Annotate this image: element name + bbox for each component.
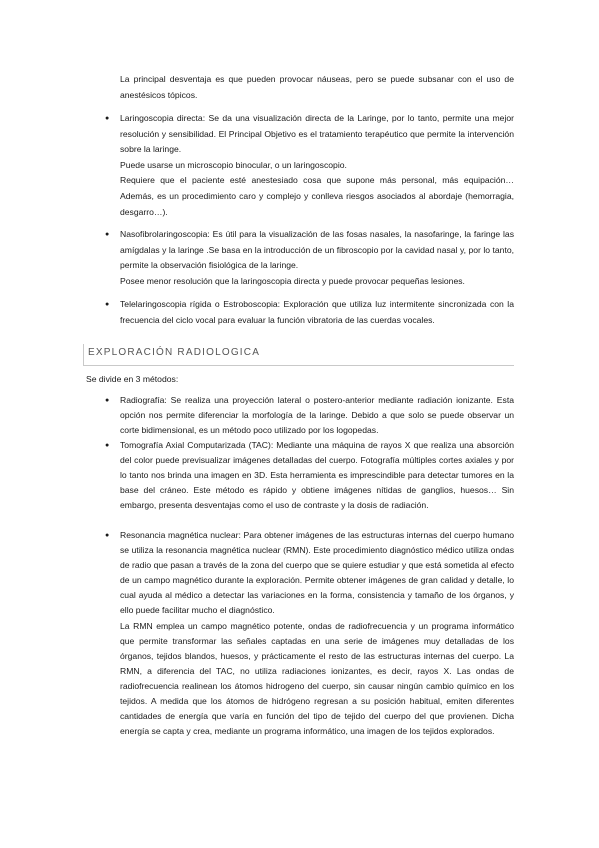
item-text: Telelaringoscopia rígida o Estroboscopia: Exploración que utiliza luz intermitente sincronizada con la frecuencia del ciclo vocal para evaluar la función vibratoria de las cuerdas vocales. — [120, 299, 514, 325]
section-heading — [83, 344, 514, 366]
item-text: Posee menor resolución que la laringoscopia directa y puede provocar pequeñas lesiones. — [120, 275, 465, 286]
item-text: Nasofibrolaringoscopia: Es útil para la visualización de las fosas nasales, la nasofaringe, la faringe las amígdalas y la laringe .Se basa en la introducción de un fibroscopio por la cavidad nasal y, por lo tanto, permite la observación fisiológica de la laringe. — [120, 229, 514, 271]
list-item-telelaringoscopia — [105, 297, 514, 328]
list-item-radiografia — [105, 393, 514, 438]
bullet-icon: ● — [105, 301, 110, 308]
item-text: Requiere que el paciente esté anestesiado cosa que supone más personal, más equipación… Además, es un procedimiento caro y complejo y conlleva riesgos asociados al abordaje (hemorragia, desgarro…). — [120, 175, 514, 217]
item-text: Puede usarse un microscopio binocular, o un laringoscopio. — [120, 159, 347, 170]
item-text: Radiografía: Se realiza una proyección lateral o postero-anterior mediante radiación ionizante. Esta opción nos permite diferenciar la morfología de la laringe. Debido a que solo se puede observar un corte bidimensional, es un método poco utilizado por los logopedas. — [120, 395, 514, 436]
bullet-icon: ● — [105, 397, 110, 404]
item-text: Resonancia magnética nuclear: Para obtener imágenes de las estructuras internas del cuerpo humano se utiliza la resonancia magnética nuclear (RMN). Este procedimiento diagnóstico médico utiliza ondas de radio que pasan a través de la zona del cuerpo que se quiere estudiar y que está sometida al efecto de un campo magnético durante la exploración. Permite obtener imágenes de gran calidad y detalle, lo cual ayuda al médico a detectar las variaciones en la forma, consistencia y tamaño de los órganos, y ello puede facilitar mucho el diagnóstico. — [120, 530, 514, 616]
bullet-icon: ● — [105, 231, 110, 238]
list-item-nasofibrolaringoscopia — [105, 227, 514, 289]
lead-text: Se divide en 3 métodos: — [86, 374, 179, 384]
item-text: Tomografía Axial Computarizada (TAC): Mediante una máquina de rayos X que realiza una absorción del color puede previsualizar imágenes detalladas del cuerpo. Fotografía múltiples cortes axiales y por lo tanto nos brinda una imagen en 3D. Esta herramienta es imprescindible para detectar tumores en la base del cráneo. Este método es rápido y obtiene imágenes nítidas de ganglios, huesos… Sin embargo, presenta desventajas como el uso de contraste y la dosis de radiación. — [120, 440, 514, 511]
intro-text: La principal desventaja es que pueden provocar náuseas, pero se puede subsanar con el uso de anestésicos tópicos. — [120, 74, 514, 101]
item-text: Laringoscopia directa: Se da una visualización directa de la Laringe, por lo tanto, permite una mejor resolución y sensibilidad. El Principal Objetivo es el tratamiento terapéutico que permite la intervención sobre la laringe. — [120, 113, 514, 155]
list-item-laringoscopia — [105, 111, 514, 220]
section-heading-text: EXPLORACIÓN RADIOLOGICA — [88, 347, 261, 358]
bullet-icon: ● — [105, 115, 110, 122]
bullet-icon: ● — [105, 442, 110, 449]
list-item-tac — [105, 438, 514, 513]
bullet-icon: ● — [105, 532, 110, 539]
list-item-rmn — [105, 528, 514, 739]
intro-paragraph — [120, 71, 514, 103]
item-text: La RMN emplea un campo magnético potente, ondas de radiofrecuencia y un programa informático que permite transformar las señales captadas en una serie de imágenes muy detalladas de los órganos, tejidos blandos, huesos, y prácticamente el resto de las estructuras internas del cuerpo. La RMN, a diferencia del TAC, no utiliza radiaciones ionizantes, es decir, rayos X. Las ondas de radiofrecuencia realinean los átomos hidrogeno del cuerpo, sin causar ningún cambio químico en los tejidos. A medida que los átomos de hidrógeno regresan a su posición habitual, emiten diferentes cantidades de energía que varía en función del tipo de tejido del cuerpo del que provienen. Dicha energía se capta y crea, mediante un programa informático, una imagen de los tejidos explorados. — [120, 620, 514, 737]
